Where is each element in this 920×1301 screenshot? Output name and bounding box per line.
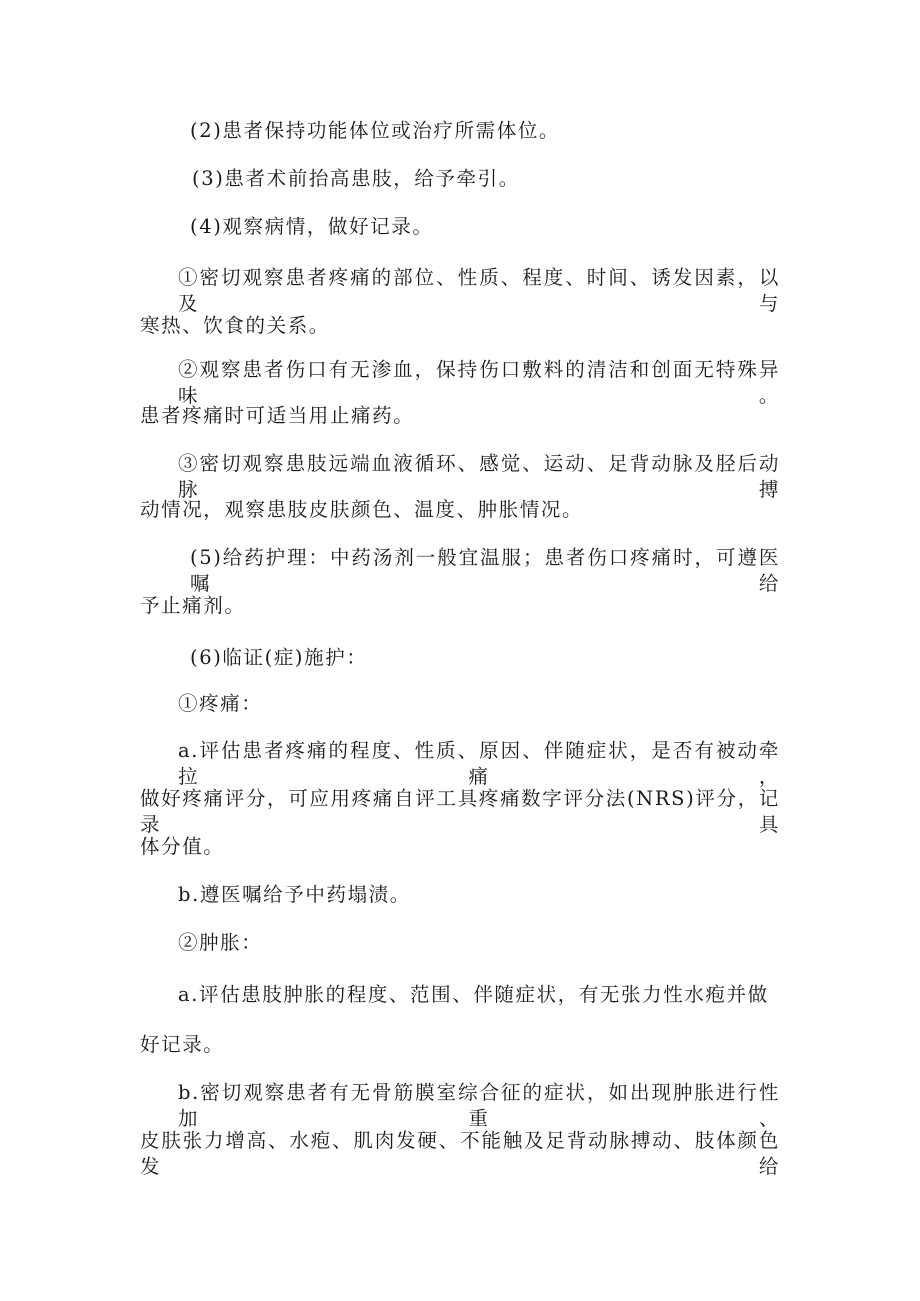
observe-circulation-line-2: 动情况，观察患肢皮肤颜色、温度、肿胀情况。 — [140, 498, 584, 521]
item-6-heading: (6)临证(症)施护： — [190, 646, 368, 669]
swelling-assess-line-2: 好记录。 — [140, 1033, 225, 1056]
pain-compress: b.遵医嘱给予中药塌渍。 — [178, 883, 411, 906]
compartment-line-2: 皮肤张力增高、水疱、肌肉发硬、不能触及足背动脉搏动、肢体颜色发给 — [140, 1129, 780, 1178]
observe-circulation-line-1: ③密切观察患肢远端血液循环、感觉、运动、足背动脉及胫后动脉搏 — [178, 452, 780, 501]
observe-pain-line-1: ①密切观察患者疼痛的部位、性质、程度、时间、诱发因素，以及与 — [178, 266, 780, 315]
item-2-position: (2)患者保持功能体位或治疗所需体位。 — [190, 119, 561, 142]
pain-assess-line-1: a.评估患者疼痛的程度、性质、原因、伴随症状，是否有被动牵拉痛， — [178, 739, 780, 788]
pain-assess-line-3: 体分值。 — [140, 835, 225, 858]
observe-wound-line-1: ②观察患者伤口有无渗血，保持伤口敷料的清洁和创面无特殊异味。 — [178, 358, 780, 407]
observe-pain-line-2: 寒热、饮食的关系。 — [140, 314, 330, 337]
swelling-assess-line-1: a.评估患肢肿胀的程度、范围、伴随症状，有无张力性水疱并做 — [178, 983, 769, 1006]
swelling-heading: ②肿胀： — [178, 931, 263, 954]
item-4-observe-condition: (4)观察病情，做好记录。 — [190, 215, 434, 238]
item-5-medication-line-2: 予止痛剂。 — [140, 594, 246, 617]
compartment-line-1: b.密切观察患者有无骨筋膜室综合征的症状，如出现肿胀进行性加重、 — [178, 1081, 780, 1130]
observe-wound-line-2: 患者疼痛时可适当用止痛药。 — [140, 404, 415, 427]
pain-assess-line-2: 做好疼痛评分，可应用疼痛自评工具疼痛数字评分法(NRS)评分，记录具 — [140, 787, 780, 836]
item-3-elevate-limb: (3)患者术前抬高患肢，给予牵引。 — [192, 167, 520, 190]
pain-heading: ①疼痛： — [178, 692, 263, 715]
item-5-medication-line-1: (5)给药护理：中药汤剂一般宜温服；患者伤口疼痛时，可遵医嘱给 — [190, 546, 780, 595]
